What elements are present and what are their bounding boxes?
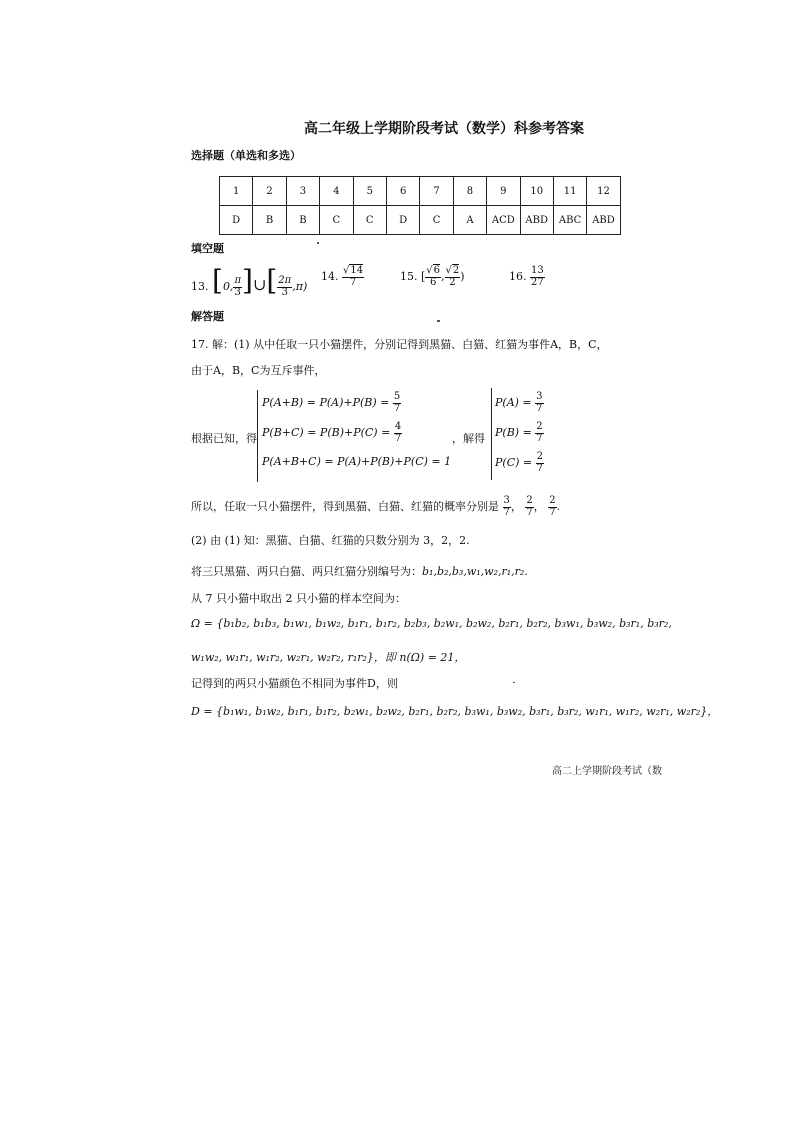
- table-row-answers: [220, 206, 621, 235]
- q13-fraction-2: [277, 276, 292, 298]
- answer-table: [219, 176, 621, 235]
- table-cell: 2: [253, 177, 286, 206]
- table-cell: 7: [420, 177, 453, 206]
- result-2: [495, 422, 544, 444]
- bracket-glyph: ]: [242, 264, 253, 297]
- table-cell: A: [453, 206, 486, 235]
- fill-q14: [321, 266, 364, 288]
- q13-frac1-num: π: [234, 275, 242, 286]
- q13-frac2-num: 2π: [278, 275, 292, 286]
- d-set-line: D = {b₁w₁, b₁w₂, b₁r₁, b₁r₂, b₂w₁, b₂w₂, b₂r₁, b₂r₂, b₃w₁, b₃w₂, b₃r₁, b₃r₂, w₁r₁, w₁r₂, w₂r₁, w₂r₂}，: [191, 705, 719, 718]
- table-cell: ABC: [553, 206, 586, 235]
- table-cell: 1: [220, 177, 253, 206]
- so-num-1: 3: [503, 495, 510, 506]
- fill-q15: [400, 266, 465, 288]
- table-cell: 4: [320, 177, 353, 206]
- q17-so: 所以，任取一只小猫摆件，得到黑猫、白猫、红猫的概率分别是 $\frac{3}{7}$ ， $\frac{2}{7}$ ， $\frac{2}{7}$ .: [191, 495, 561, 518]
- q13-frac2-den: 3: [281, 286, 288, 298]
- q15-frac2-num: √2: [445, 265, 460, 276]
- table-cell: 5: [353, 177, 386, 206]
- fill-q13: [191, 264, 307, 298]
- table-cell: D: [386, 206, 419, 235]
- result-2-den: 7: [536, 432, 543, 444]
- result-2-num: 2: [536, 421, 543, 432]
- table-row-numbers: [220, 177, 621, 206]
- q17-so-text: 所以，任取一只小猫摆件，得到黑猫、白猫、红猫的概率分别是: [191, 500, 499, 513]
- brace-left-system: [257, 390, 258, 482]
- table-cell: ABD: [520, 206, 553, 235]
- result-3-text: P(C) =: [495, 456, 533, 469]
- eq-2-fraction: [394, 422, 402, 444]
- q15-frac1-num: √6: [426, 265, 441, 276]
- eq-1-den: 7: [393, 402, 401, 414]
- q13-interval-end: ,π): [292, 280, 308, 293]
- scan-speck: [317, 242, 319, 244]
- result-3-fraction: [536, 452, 544, 474]
- q17-label-math: b₁,b₂,b₃,w₁,w₂,r₁,r₂.: [422, 565, 528, 578]
- q13-interval-start: 0,: [222, 280, 234, 293]
- q17-part2: (2) 由 (1) 知：黑猫、白猫、红猫的只数分别为 3，2，2.: [191, 534, 470, 547]
- table-cell: ABD: [587, 206, 620, 235]
- table-cell: ACD: [487, 206, 520, 235]
- result-2-text: P(B) =: [495, 426, 532, 439]
- omega-line-1: Ω = {b₁b₂, b₁b₃, b₁w₁, b₁w₂, b₁r₁, b₁r₂, b₂b₃, b₂w₁, b₂w₂, b₂r₁, b₂r₂, b₃w₁, b₃w₂, b₃r₁, b₃r₂,: [191, 617, 672, 630]
- eq-1-fraction: [393, 392, 401, 414]
- table-cell: 10: [520, 177, 553, 206]
- result-1-den: 7: [536, 402, 543, 414]
- q14-label: 14.: [321, 270, 339, 283]
- q13-frac1-den: 3: [234, 286, 241, 298]
- scan-speck: [437, 320, 440, 322]
- eq-2-den: 7: [394, 432, 402, 444]
- table-cell: C: [420, 206, 453, 235]
- q15-open: [: [421, 270, 426, 283]
- eq-2-num: 4: [394, 421, 402, 432]
- fill-q16: [509, 266, 545, 288]
- eq-1-num: 5: [393, 391, 401, 402]
- eq-1-text: P(A+B) = P(A)+P(B) =: [262, 396, 390, 409]
- q17-given: 根据已知，得: [191, 432, 257, 445]
- table-cell: 12: [587, 177, 620, 206]
- eq-3: P(A+B+C) = P(A)+P(B)+P(C) = 1: [262, 455, 452, 468]
- q15-frac2-den: 2: [449, 276, 456, 288]
- section-choice-heading: 选择题（单选和多选）: [191, 149, 301, 162]
- section-solve-heading: 解答题: [191, 310, 224, 323]
- table-cell: B: [286, 206, 319, 235]
- table-cell: 3: [286, 177, 319, 206]
- q17-label-text: 将三只黑猫、两只白猫、两只红猫分别编号为：: [191, 565, 422, 578]
- q14-den: 7: [349, 276, 357, 288]
- q13-union: ∪: [252, 275, 267, 294]
- so-fraction-2: [525, 496, 533, 518]
- table-cell: 11: [553, 177, 586, 206]
- result-3-den: 7: [536, 462, 543, 474]
- q14-num: √14: [343, 265, 364, 276]
- table-cell: 9: [487, 177, 520, 206]
- table-cell: C: [353, 206, 386, 235]
- q14-fraction: [342, 266, 364, 288]
- so-fraction-3: [548, 496, 556, 518]
- q15-label: 15.: [400, 270, 418, 283]
- eq-2: [262, 422, 402, 444]
- q17-event-line: 记得到的两只小猫颜色不相同为事件D，则: [191, 677, 398, 690]
- section-fill-heading: 填空题: [191, 242, 224, 255]
- so-fraction-1: [503, 496, 511, 518]
- so-den-1: 7: [503, 506, 510, 518]
- eq-2-text: P(B+C) = P(B)+P(C) =: [262, 426, 391, 439]
- bracket-glyph: [: [212, 264, 223, 297]
- q13-label: 13.: [191, 280, 209, 293]
- result-3-num: 2: [536, 451, 543, 462]
- so-den-2: 7: [526, 506, 533, 518]
- q16-label: 16.: [509, 270, 527, 283]
- q15-fraction-1: [425, 266, 441, 288]
- q15-radicand-1: 6: [433, 265, 441, 276]
- q16-fraction: [530, 266, 545, 288]
- page-footer: 高二上学期阶段考试（数: [552, 766, 662, 777]
- q15-radicand-2: 2: [452, 265, 460, 276]
- brace-left-result: [491, 388, 492, 480]
- so-num-2: 2: [526, 495, 533, 506]
- result-1-fraction: [535, 392, 543, 414]
- result-3: [495, 452, 544, 474]
- q14-radicand: 14: [350, 265, 364, 276]
- q16-num: 13: [531, 265, 544, 276]
- table-cell: 6: [386, 177, 419, 206]
- q17-solve: ，解得: [452, 432, 485, 445]
- so-den-3: 7: [549, 506, 556, 518]
- result-1: [495, 392, 544, 414]
- q15-close: ): [460, 270, 465, 283]
- q17-line-1: 17. 解：(1) 从中任取一只小猫摆件，分别记得到黑猫、白猫、红猫为事件A，B，C，: [191, 338, 608, 351]
- result-1-text: P(A) =: [495, 396, 532, 409]
- q13-fraction-1: [233, 276, 242, 298]
- table-cell: C: [320, 206, 353, 235]
- q16-den: 27: [531, 276, 544, 288]
- q17-line-2: 由于A，B，C为互斥事件，: [191, 364, 326, 377]
- table-cell: D: [220, 206, 253, 235]
- table-cell: 8: [453, 177, 486, 206]
- so-num-3: 2: [549, 495, 556, 506]
- q17-label-line: [191, 563, 528, 579]
- omega-line-2: w₁w₂, w₁r₁, w₁r₂, w₂r₁, w₂r₂, r₁r₂}，即 n(Ω) = 21，: [191, 651, 466, 664]
- page-title: 高二年级上学期阶段考试（数学）科参考答案: [304, 121, 584, 137]
- scan-speck: [513, 682, 515, 683]
- q17-sample-line: 从 7 只小猫中取出 2 只小猫的样本空间为：: [191, 592, 406, 605]
- q15-comma: ,: [441, 270, 445, 283]
- q15-frac1-den: 6: [429, 276, 437, 288]
- result-1-num: 3: [536, 391, 543, 402]
- eq-1: [262, 392, 401, 414]
- bracket-glyph: [: [266, 264, 278, 297]
- table-cell: B: [253, 206, 286, 235]
- q15-fraction-2: [445, 266, 461, 288]
- result-2-fraction: [535, 422, 543, 444]
